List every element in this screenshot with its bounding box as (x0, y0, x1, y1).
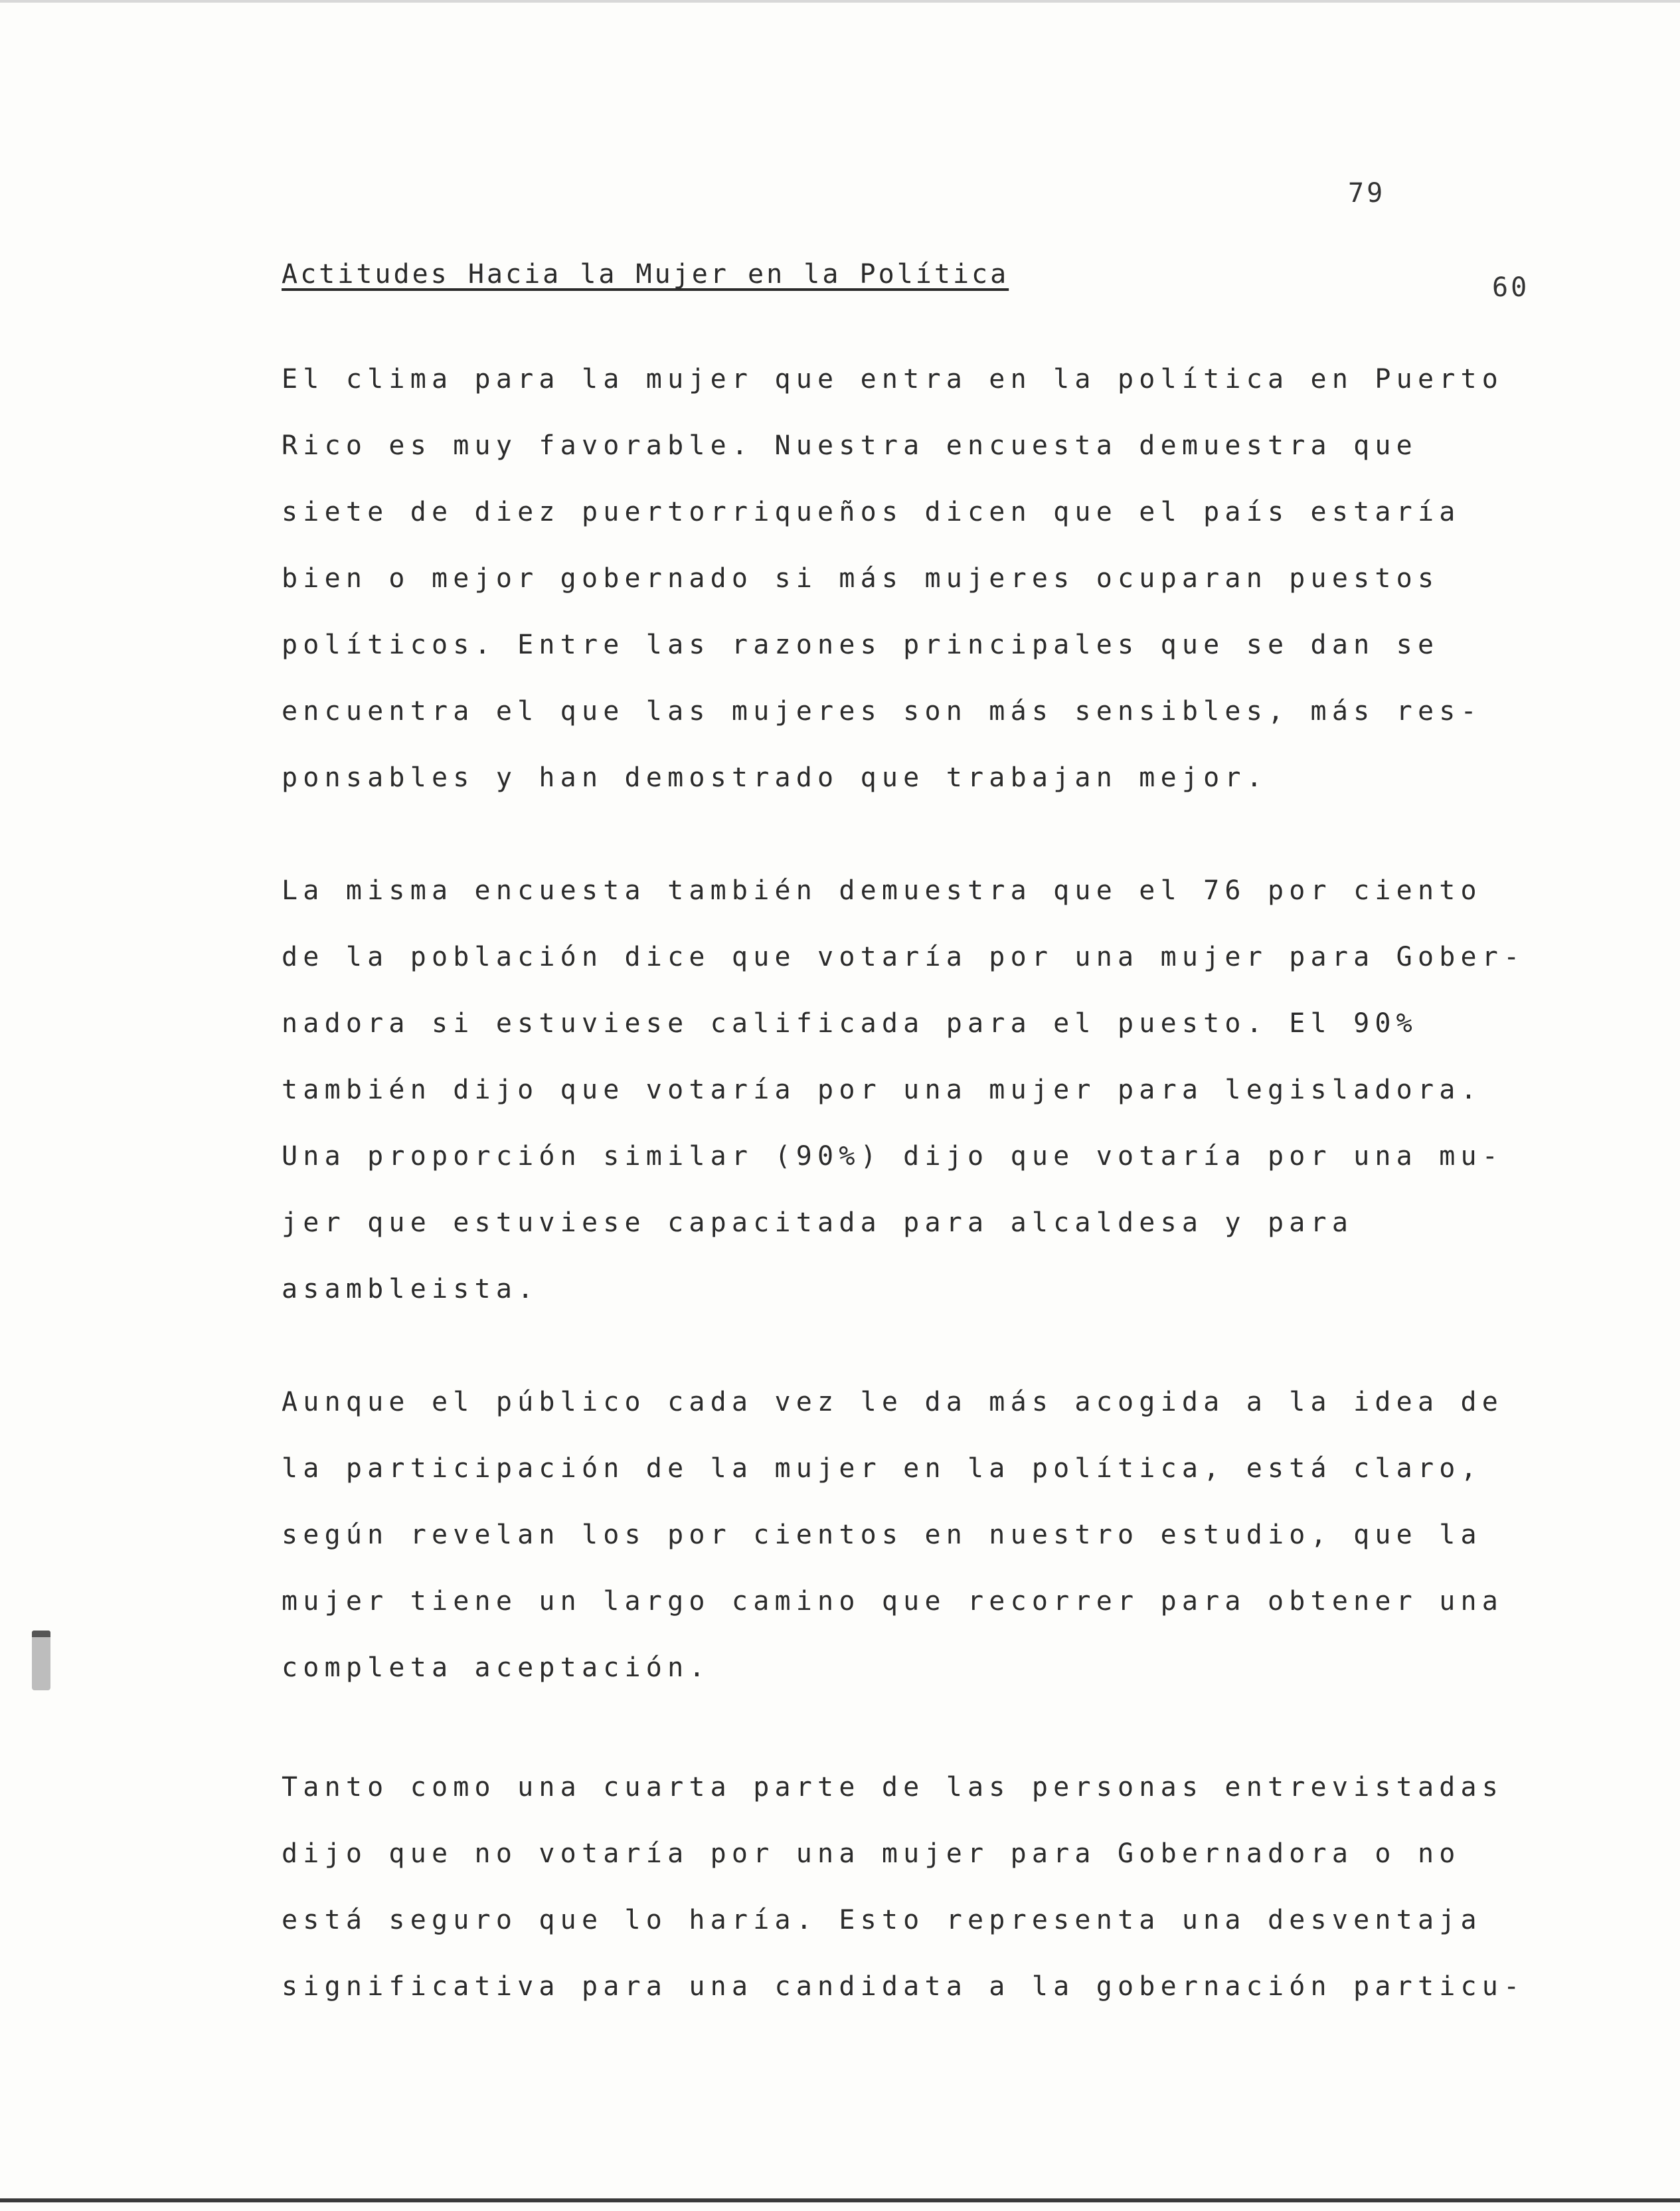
paragraph-1-line-1: El clima para la mujer que entra en la política en Puerto (282, 364, 1504, 395)
paragraph-2-line-3: nadora si estuviese calificada para el puesto. El 90% (282, 1008, 1418, 1039)
paragraph-1-line-7: ponsables y han demostrado que trabajan mejor. (282, 762, 1268, 793)
paragraph-3-line-4: mujer tiene un largo camino que recorrer para obtener una (282, 1586, 1504, 1617)
paragraph-4-line-3: está seguro que lo haría. Esto representa una desventaja (282, 1905, 1482, 1935)
paragraph-1-line-5: políticos. Entre las razones principales que se dan se (282, 630, 1440, 660)
bottom-edge-rule (0, 2198, 1680, 2202)
paragraph-2-line-1: La misma encuesta también demuestra que el 76 por ciento (282, 875, 1482, 906)
paragraph-3-line-1: Aunque el público cada vez le da más acogida a la idea de (282, 1387, 1504, 1417)
paragraph-4-line-1: Tanto como una cuarta parte de las personas entrevistadas (282, 1772, 1504, 1803)
section-heading: Actitudes Hacia la Mujer en la Política (282, 259, 1009, 290)
paragraph-4-line-4: significativa para una candidata a la gobernación particu- (282, 1971, 1525, 2002)
paragraph-3-line-5: completa aceptación. (282, 1652, 711, 1683)
binder-clip-mark (32, 1631, 50, 1690)
page-number-primary: 79 (1348, 178, 1386, 209)
paragraph-1-line-3: siete de diez puertorriqueños dicen que el país estaría (282, 497, 1461, 527)
paragraph-1-line-6: encuentra el que las mujeres son más sensibles, más res- (282, 696, 1482, 727)
paragraph-1-line-2: Rico es muy favorable. Nuestra encuesta demuestra que (282, 430, 1418, 461)
paragraph-2-line-6: jer que estuviese capacitada para alcaldesa y para (282, 1207, 1354, 1238)
paragraph-2-line-4: también dijo que votaría por una mujer para legisladora. (282, 1075, 1482, 1105)
paragraph-4-line-2: dijo que no votaría por una mujer para Gobernadora o no (282, 1838, 1461, 1869)
top-edge-rule (0, 0, 1680, 3)
paragraph-2-line-7: asambleista. (282, 1274, 539, 1304)
paragraph-2-line-5: Una proporción similar (90%) dijo que votaría por una mu- (282, 1141, 1504, 1172)
paragraph-2-line-2: de la población dice que votaría por una mujer para Gober- (282, 942, 1525, 972)
paragraph-1-line-4: bien o mejor gobernado si más mujeres ocuparan puestos (282, 563, 1440, 594)
paragraph-3-line-3: según revelan los por cientos en nuestro estudio, que la (282, 1520, 1482, 1550)
page-number-secondary: 60 (1492, 272, 1530, 303)
paragraph-3-line-2: la participación de la mujer en la política, está claro, (282, 1453, 1482, 1484)
